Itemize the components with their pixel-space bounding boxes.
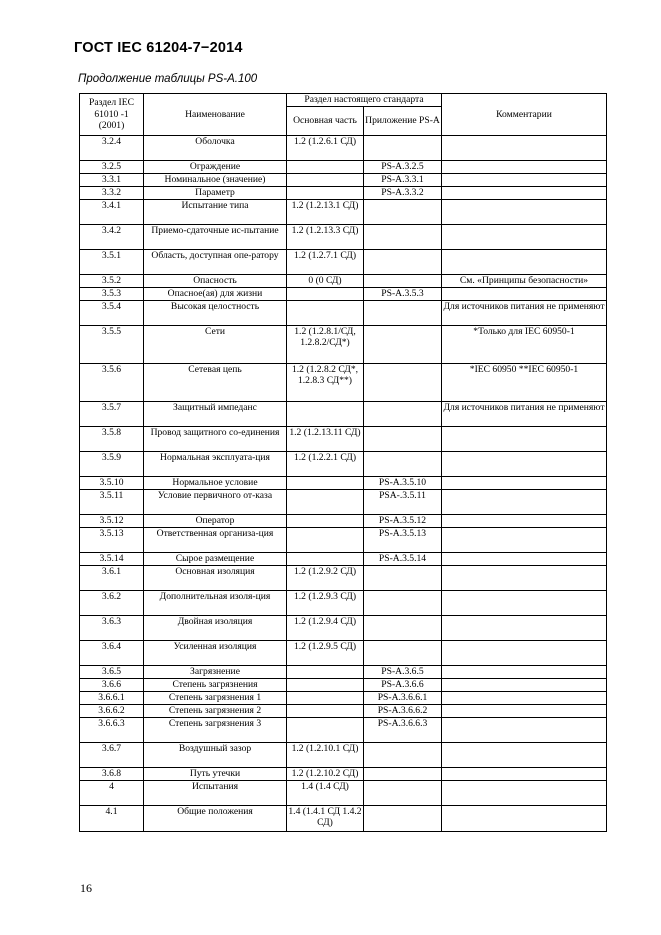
annex-cell (364, 326, 442, 364)
name-cell: Дополнительная изоля-ция (144, 591, 287, 616)
name-cell: Нормальная эксплуата-ция (144, 452, 287, 477)
name-cell: Степень загрязнения 2 (144, 705, 287, 718)
section-cell: 3.6.4 (80, 641, 144, 666)
name-cell: Сырое размещение (144, 553, 287, 566)
main-cell: 1.2 (1.2.10.2 СД) (287, 768, 364, 781)
section-cell: 3.5.13 (80, 528, 144, 553)
main-cell: 1.2 (1.2.7.1 СД) (287, 250, 364, 275)
annex-cell: PS-A.3.6.6.1 (364, 692, 442, 705)
comment-cell (442, 743, 607, 768)
table-row (80, 275, 607, 288)
name-cell: Высокая целостность (144, 301, 287, 326)
name-cell: Условие первичного от-каза (144, 490, 287, 515)
name-cell: Общие положения (144, 806, 287, 832)
main-cell: 1.4 (1.4 СД) (287, 781, 364, 806)
table-row (80, 490, 607, 515)
annex-cell: PS-A.3.6.6.2 (364, 705, 442, 718)
comment-cell (442, 806, 607, 832)
name-cell: Опасное(ая) для жизни (144, 288, 287, 301)
table-row (80, 705, 607, 718)
main-cell: 1.2 (1.2.6.1 СД) (287, 136, 364, 161)
comment-cell (442, 692, 607, 705)
comment-cell (442, 452, 607, 477)
annex-cell (364, 616, 442, 641)
main-cell: 0 (0 СД) (287, 275, 364, 288)
comment-cell: *IEC 60950 **IEC 60950-1 (442, 364, 607, 402)
standards-table (79, 93, 607, 832)
annex-cell (364, 225, 442, 250)
comment-cell (442, 515, 607, 528)
comment-cell (442, 641, 607, 666)
table-row (80, 666, 607, 679)
annex-cell: PS-A.3.5.10 (364, 477, 442, 490)
name-cell: Оператор (144, 515, 287, 528)
name-cell: Испытания (144, 781, 287, 806)
section-cell: 4 (80, 781, 144, 806)
comment-cell (442, 616, 607, 641)
annex-cell: PS-A.3.5.13 (364, 528, 442, 553)
table-row (80, 136, 607, 161)
section-cell: 3.5.1 (80, 250, 144, 275)
main-cell: 1.2 (1.2.9.2 СД) (287, 566, 364, 591)
annex-cell (364, 275, 442, 288)
annex-cell: PS-A.3.5.14 (364, 553, 442, 566)
section-cell: 3.5.10 (80, 477, 144, 490)
table-row (80, 174, 607, 187)
comment-cell (442, 225, 607, 250)
name-cell: Степень загрязнения (144, 679, 287, 692)
annex-cell (364, 427, 442, 452)
name-cell: Оболочка (144, 136, 287, 161)
annex-cell (364, 402, 442, 427)
table-row (80, 743, 607, 768)
main-cell: 1.2 (1.2.13.3 СД) (287, 225, 364, 250)
section-cell: 3.5.9 (80, 452, 144, 477)
name-cell: Степень загрязнения 3 (144, 718, 287, 743)
section-cell: 3.6.6.2 (80, 705, 144, 718)
comment-cell (442, 718, 607, 743)
section-cell: 3.6.6.1 (80, 692, 144, 705)
document-header: ГОСТ IEC 61204-7−2014 (74, 40, 243, 56)
table-row (80, 161, 607, 174)
comment-cell (442, 528, 607, 553)
name-cell: Ответственная организа-ция (144, 528, 287, 553)
annex-cell (364, 768, 442, 781)
section-cell: 4.1 (80, 806, 144, 832)
table-row (80, 679, 607, 692)
name-cell: Двойная изоляция (144, 616, 287, 641)
comment-cell (442, 679, 607, 692)
comment-cell (442, 490, 607, 515)
annex-cell: PS-A.3.3.2 (364, 187, 442, 200)
name-cell: Область, доступная опе-ратору (144, 250, 287, 275)
name-cell: Сети (144, 326, 287, 364)
section-cell: 3.5.11 (80, 490, 144, 515)
name-cell: Загрязнение (144, 666, 287, 679)
annex-cell (364, 136, 442, 161)
header-group: Раздел настоящего стандарта (287, 94, 442, 107)
section-cell: 3.6.8 (80, 768, 144, 781)
main-cell: 1.2 (1.2.8.1/СД, 1.2.8.2/СД*) (287, 326, 364, 364)
main-cell (287, 679, 364, 692)
main-cell (287, 187, 364, 200)
main-cell (287, 515, 364, 528)
header-comments: Комментарии (442, 94, 607, 136)
table-row (80, 768, 607, 781)
main-cell (287, 718, 364, 743)
section-cell: 3.5.2 (80, 275, 144, 288)
annex-cell: PS-A.3.3.1 (364, 174, 442, 187)
annex-cell (364, 250, 442, 275)
section-cell: 3.3.1 (80, 174, 144, 187)
name-cell: Степень загрязнения 1 (144, 692, 287, 705)
table-row (80, 452, 607, 477)
main-cell (287, 288, 364, 301)
section-cell: 3.5.12 (80, 515, 144, 528)
main-cell (287, 490, 364, 515)
table-row (80, 641, 607, 666)
annex-cell: PS-A.3.6.5 (364, 666, 442, 679)
table-row (80, 427, 607, 452)
annex-cell (364, 781, 442, 806)
table-row (80, 187, 607, 200)
main-cell (287, 402, 364, 427)
comment-cell: *Только для IEC 60950-1 (442, 326, 607, 364)
main-cell: 1.2 (1.2.13.11 СД) (287, 427, 364, 452)
comment-cell (442, 250, 607, 275)
name-cell: Воздушный зазор (144, 743, 287, 768)
section-cell: 3.6.6 (80, 679, 144, 692)
main-cell (287, 301, 364, 326)
comment-cell (442, 187, 607, 200)
name-cell: Приемо-сдаточные ис-пытание (144, 225, 287, 250)
comment-cell (442, 781, 607, 806)
header-section: Раздел IEC 61010 -1 (2001) (80, 94, 144, 136)
name-cell: Защитный импеданс (144, 402, 287, 427)
annex-cell: PSA-.3.5.11 (364, 490, 442, 515)
table-row (80, 364, 607, 402)
section-cell: 3.6.2 (80, 591, 144, 616)
table-row (80, 402, 607, 427)
main-cell: 1.2 (1.2.9.3 СД) (287, 591, 364, 616)
annex-cell (364, 566, 442, 591)
name-cell: Сетевая цепь (144, 364, 287, 402)
comment-cell (442, 161, 607, 174)
comment-cell (442, 553, 607, 566)
table-row (80, 288, 607, 301)
section-cell: 3.5.8 (80, 427, 144, 452)
annex-cell: PS-A.3.6.6 (364, 679, 442, 692)
annex-cell (364, 452, 442, 477)
table-row (80, 301, 607, 326)
annex-cell (364, 743, 442, 768)
table-row (80, 528, 607, 553)
table-row (80, 553, 607, 566)
main-cell: 1.2 (1.2.8.2 СД*, 1.2.8.3 СД**) (287, 364, 364, 402)
annex-cell (364, 591, 442, 616)
comment-cell (442, 136, 607, 161)
comment-cell (442, 477, 607, 490)
name-cell: Нормальное условие (144, 477, 287, 490)
table-caption: Продолжение таблицы PS-A.100 (78, 73, 258, 85)
annex-cell (364, 806, 442, 832)
main-cell (287, 528, 364, 553)
name-cell: Параметр (144, 187, 287, 200)
table-row (80, 566, 607, 591)
section-cell: 3.4.1 (80, 200, 144, 225)
section-cell: 3.6.6.3 (80, 718, 144, 743)
section-cell: 3.6.1 (80, 566, 144, 591)
section-cell: 3.5.4 (80, 301, 144, 326)
main-cell: 1.2 (1.2.9.4 СД) (287, 616, 364, 641)
section-cell: 3.4.2 (80, 225, 144, 250)
comment-cell (442, 768, 607, 781)
main-cell (287, 174, 364, 187)
main-cell (287, 477, 364, 490)
table-row (80, 692, 607, 705)
name-cell: Опасность (144, 275, 287, 288)
comment-cell: Для источников питания не применяют (442, 301, 607, 326)
table-row (80, 200, 607, 225)
section-cell: 3.5.14 (80, 553, 144, 566)
main-cell (287, 553, 364, 566)
section-cell: 3.2.4 (80, 136, 144, 161)
annex-cell: PS-A.3.2.5 (364, 161, 442, 174)
section-cell: 3.3.2 (80, 187, 144, 200)
comment-cell (442, 200, 607, 225)
annex-cell: PS-A.3.5.3 (364, 288, 442, 301)
main-cell (287, 161, 364, 174)
annex-cell: PS-A.3.5.12 (364, 515, 442, 528)
table-row (80, 616, 607, 641)
name-cell: Испытание типа (144, 200, 287, 225)
header-name: Наименование (144, 94, 287, 136)
table-row (80, 250, 607, 275)
section-cell: 3.6.7 (80, 743, 144, 768)
name-cell: Основная изоляция (144, 566, 287, 591)
comment-cell (442, 427, 607, 452)
comment-cell (442, 705, 607, 718)
main-cell (287, 692, 364, 705)
annex-cell (364, 364, 442, 402)
table-row (80, 718, 607, 743)
table-row (80, 806, 607, 832)
table-row (80, 326, 607, 364)
name-cell: Усиленная изоляция (144, 641, 287, 666)
comment-cell: Для источников питания не применяют (442, 402, 607, 427)
table-row (80, 781, 607, 806)
table-row (80, 515, 607, 528)
comment-cell (442, 288, 607, 301)
section-cell: 3.6.5 (80, 666, 144, 679)
name-cell: Путь утечки (144, 768, 287, 781)
main-cell: 1.2 (1.2.2.1 СД) (287, 452, 364, 477)
annex-cell (364, 641, 442, 666)
header-annex: Приложение PS-A (364, 107, 442, 136)
comment-cell (442, 566, 607, 591)
main-cell (287, 705, 364, 718)
main-cell (287, 666, 364, 679)
comment-cell (442, 666, 607, 679)
comment-cell: См. «Принципы безопасности» (442, 275, 607, 288)
main-cell: 1.2 (1.2.10.1 СД) (287, 743, 364, 768)
annex-cell (364, 200, 442, 225)
header-main: Основная часть (287, 107, 364, 136)
name-cell: Номинальное (значение) (144, 174, 287, 187)
main-cell: 1.4 (1.4.1 СД 1.4.2 СД) (287, 806, 364, 832)
name-cell: Ограждение (144, 161, 287, 174)
section-cell: 3.5.7 (80, 402, 144, 427)
section-cell: 3.6.3 (80, 616, 144, 641)
comment-cell (442, 174, 607, 187)
annex-cell (364, 301, 442, 326)
section-cell: 3.5.3 (80, 288, 144, 301)
main-cell: 1.2 (1.2.13.1 СД) (287, 200, 364, 225)
section-cell: 3.5.6 (80, 364, 144, 402)
table-row (80, 225, 607, 250)
section-cell: 3.2.5 (80, 161, 144, 174)
annex-cell: PS-A.3.6.6.3 (364, 718, 442, 743)
section-cell: 3.5.5 (80, 326, 144, 364)
name-cell: Провод защитного со-единения (144, 427, 287, 452)
table-row (80, 591, 607, 616)
table-row (80, 477, 607, 490)
page-number: 16 (80, 881, 92, 895)
main-cell: 1.2 (1.2.9.5 СД) (287, 641, 364, 666)
comment-cell (442, 591, 607, 616)
